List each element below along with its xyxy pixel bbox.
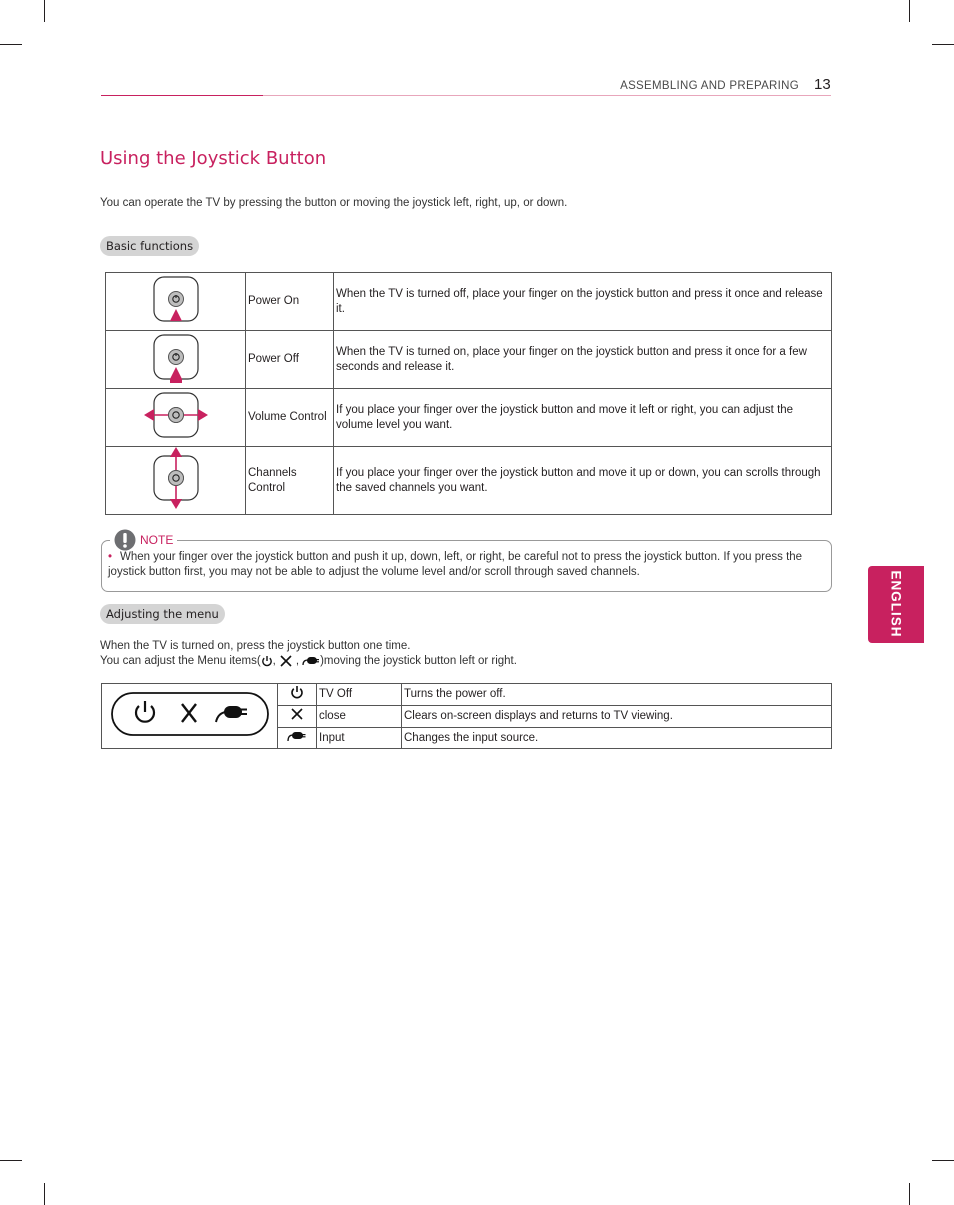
function-name: Power Off — [246, 331, 334, 389]
function-name: Power On — [246, 273, 334, 331]
note-body: When your finger over the joystick button and push it up, down, left, or right, be careful not to press the joystick button. If you press the joystick button first, you may not be able to adjust the volume level and/or scroll through saved channels. — [108, 551, 803, 578]
crop-mark — [44, 1183, 45, 1205]
input-icon — [302, 655, 320, 667]
function-desc: If you place your finger over the joystick button and move it up or down, you can scrolls through the saved channels you want. — [334, 447, 832, 515]
crop-mark — [932, 44, 954, 45]
table-row — [106, 447, 832, 515]
menu-item-name: TV Off — [317, 684, 402, 706]
menu-item-name: Input — [317, 728, 402, 749]
joystick-press-icon — [106, 273, 246, 331]
crop-mark — [0, 44, 22, 45]
joystick-up-down-icon — [106, 447, 246, 515]
warning-icon — [114, 529, 136, 551]
function-name: Channels Control — [246, 447, 334, 515]
language-tab-label: ENGLISH — [888, 570, 904, 638]
basic-functions-table — [105, 272, 832, 515]
menu-bar-icon — [110, 690, 270, 738]
page-title: Using the Joystick Button — [100, 148, 327, 169]
menu-item-name: close — [317, 706, 402, 728]
function-desc: When the TV is turned off, place your finger on the joystick button and press it once and release it. — [334, 273, 832, 331]
function-desc: If you place your finger over the joystick button and move it left or right, you can adjust the volume level you want. — [334, 389, 832, 447]
adjusting-menu-label: Adjusting the menu — [100, 604, 225, 624]
menu-item-desc: Changes the input source. — [402, 728, 832, 749]
menu-preview — [102, 684, 278, 749]
table-row — [106, 331, 832, 389]
header-section-title: ASSEMBLING AND PREPARING — [620, 80, 799, 92]
note-label — [110, 529, 177, 551]
table-row — [106, 389, 832, 447]
menu-instruction-text: )moving the joystick button left or right. — [320, 655, 517, 667]
menu-instruction-items — [100, 655, 517, 667]
crop-mark — [932, 1160, 954, 1161]
header-rule-accent — [101, 95, 263, 96]
crop-mark — [909, 1183, 910, 1205]
function-name: Volume Control — [246, 389, 334, 447]
menu-instruction-text: You can adjust the Menu items( — [100, 655, 261, 667]
menu-items-table — [101, 683, 832, 749]
crop-mark — [0, 1160, 22, 1161]
bullet-icon: • — [108, 551, 113, 563]
menu-instruction-sep: , — [295, 655, 300, 667]
close-icon — [279, 655, 293, 667]
note-title: NOTE — [140, 533, 174, 547]
power-icon — [278, 684, 317, 706]
function-desc: When the TV is turned on, place your finger on the joystick button and press it once for a few seconds and release it. — [334, 331, 832, 389]
menu-instruction-sep: , — [272, 655, 276, 667]
joystick-press-icon — [106, 331, 246, 389]
table-row — [106, 273, 832, 331]
note-text — [108, 550, 813, 580]
page-number: 13 — [814, 76, 831, 93]
table-row — [102, 684, 832, 706]
basic-functions-label: Basic functions — [100, 236, 199, 256]
intro-text: You can operate the TV by pressing the button or moving the joystick left, right, up, or down. — [100, 197, 568, 209]
joystick-left-right-icon — [106, 389, 246, 447]
menu-item-desc: Turns the power off. — [402, 684, 832, 706]
menu-item-desc: Clears on-screen displays and returns to TV viewing. — [402, 706, 832, 728]
crop-mark — [44, 0, 45, 22]
power-icon — [261, 655, 273, 667]
crop-mark — [909, 0, 910, 22]
input-icon — [278, 728, 317, 749]
menu-instruction: When the TV is turned on, press the joystick button one time. — [100, 640, 411, 652]
close-icon — [278, 706, 317, 728]
